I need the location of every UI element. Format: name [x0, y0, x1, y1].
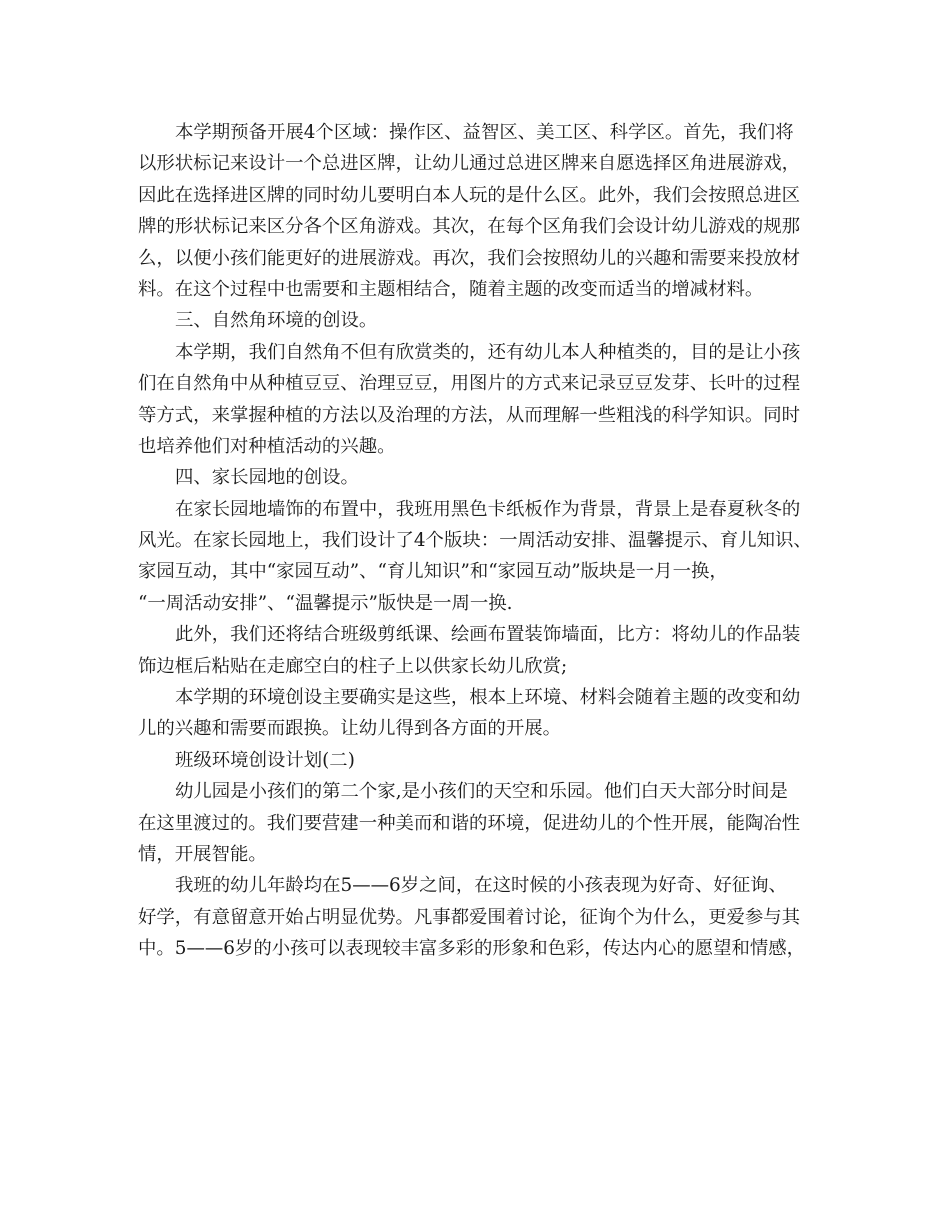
section-heading: 四、家长园地的创设。: [175, 467, 359, 489]
text-line: 本学期，我们自然角不但有欣赏类的，还有幼儿本人种植类的，目的是让小孩: [175, 341, 801, 363]
text-line: 以形状标记来设计一个总进区牌，让幼儿通过总进区牌来自愿选择区角进展游戏，: [138, 153, 801, 175]
text-line: 我班的幼儿年龄均在5——6岁之间，在这时候的小孩表现为好奇、好征询、: [175, 875, 787, 897]
text-line: 中。5——6岁的小孩可以表现较丰富多彩的形象和色彩，传达内心的愿望和情感，: [138, 938, 806, 960]
text-line: 因此在选择进区牌的同时幼儿要明白本人玩的是什么区。此外，我们会按照总进区: [138, 184, 801, 206]
text-line: 牌的形状标记来区分各个区角游戏。其次，在每个区角我们会设计幼儿游戏的规那: [138, 216, 801, 238]
text-line: 料。在这个过程中也需要和主题相结合，随着主题的改变而适当的增减材料。: [138, 278, 764, 300]
text-line: 家园互动，其中“家园互动”、“育儿知识”和“家园互动”版块是一月一换，: [138, 561, 728, 583]
text-line: 也培养他们对种植活动的兴趣。: [138, 435, 396, 457]
text-line: 在这里渡过的。我们要营建一种美而和谐的环境，促进幼儿的个性开展，能陶冶性: [138, 812, 801, 834]
section-heading: 三、自然角环境的创设。: [175, 310, 378, 332]
text-line: 幼儿园是小孩们的第二个家,是小孩们的天空和乐园。他们白天大部分时间是: [175, 781, 788, 803]
text-line: “一周活动安排”、“温馨提示”版快是一周一换.: [138, 592, 513, 614]
text-line: 在家长园地墙饰的布置中，我班用黑色卡纸板作为背景，背景上是春夏秋冬的: [175, 498, 801, 520]
text-line: 本学期预备开展4个区域：操作区、益智区、美工区、科学区。首先，我们将: [175, 122, 794, 143]
text-line: 么，以便小孩们能更好的进展游戏。再次，我们会按照幼儿的兴趣和需要来投放材: [138, 247, 801, 269]
text-line: 儿的兴趣和需要而跟换。让幼儿得到各方面的开展。: [138, 718, 561, 740]
text-line: 饰边框后粘贴在走廊空白的柱子上以供家长幼儿欣赏;: [138, 655, 568, 677]
text-line: 本学期的环境创设主要确实是这些，根本上环境、材料会随着主题的改变和幼: [175, 687, 801, 709]
text-line: 等方式，来掌握种植的方法以及治理的方法，从而理解一些粗浅的科学知识。同时: [138, 404, 801, 426]
text-line: 此外，我们还将结合班级剪纸课、绘画布置装饰墙面，比方：将幼儿的作品装: [175, 624, 801, 646]
section-heading: 班级环境创设计划(二): [175, 749, 355, 771]
text-line: 情，开展智能。: [138, 843, 267, 865]
text-line: 好学，有意留意开始占明显优势。凡事都爱围着讨论，征询个为什么，更爱参与其: [138, 906, 801, 928]
document-body: [138, 117, 818, 965]
text-line: 风光。在家长园地上，我们设计了4个版块：一周活动安排、温馨提示、育儿知识、: [138, 530, 812, 552]
text-line: 们在自然角中从种植豆豆、治理豆豆，用图片的方式来记录豆豆发芽、长叶的过程: [138, 373, 801, 395]
